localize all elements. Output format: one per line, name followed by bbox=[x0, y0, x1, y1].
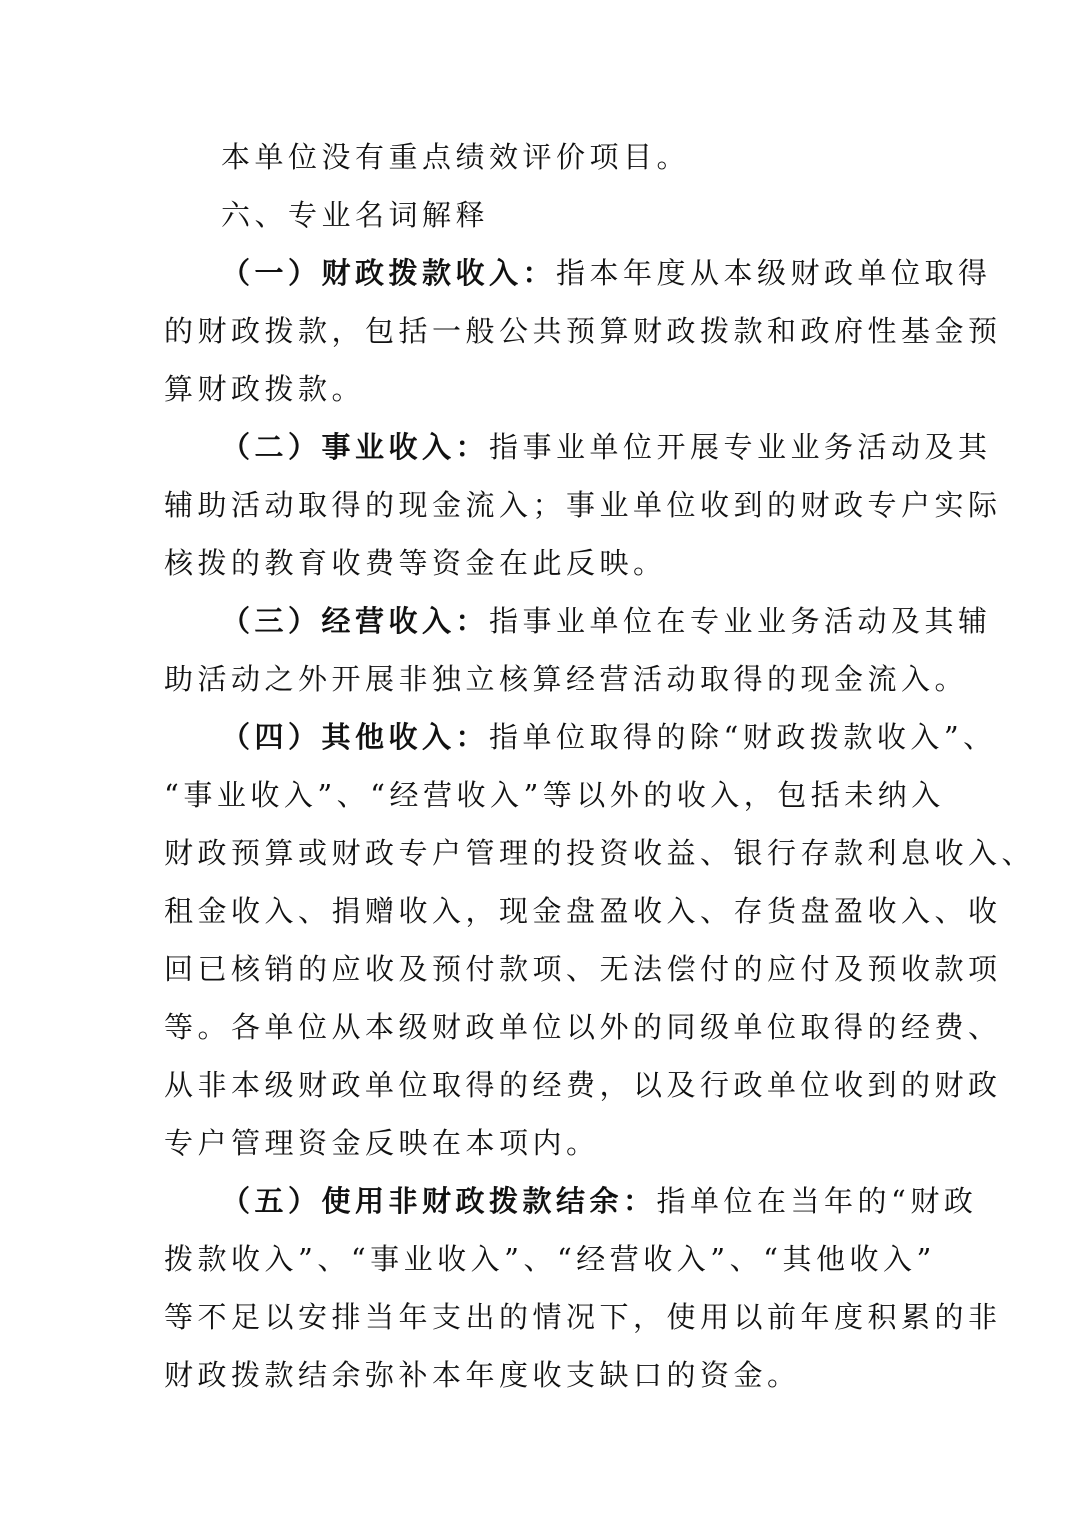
definition-text-line: 专户管理资金反映在本项内。 bbox=[164, 1126, 600, 1160]
definition-text-line: 从非本级财政单位取得的经费，以及行政单位收到的财政 bbox=[164, 1068, 1002, 1102]
definition-text: 指单位取得的除“财政拨款收入”、 bbox=[489, 720, 997, 754]
definition-text-line: 租金收入、捐赠收入，现金盘盈收入、存货盘盈收入、收 bbox=[164, 894, 1002, 928]
document-body bbox=[164, 128, 1036, 1404]
definition-text-line: 核拨的教育收费等资金在此反映。 bbox=[164, 546, 667, 580]
term-label: （一）财政拨款收入： bbox=[221, 256, 557, 290]
definition-text-line: 拨款收入”、“事业收入”、“经营收入”、“其他收入” bbox=[164, 1242, 936, 1276]
term-label: （五）使用非财政拨款结余： bbox=[221, 1184, 657, 1218]
definition-text-line: 财政拨款结余弥补本年度收支缺口的资金。 bbox=[164, 1358, 801, 1392]
term-label: （四）其他收入： bbox=[221, 720, 490, 754]
definition-non-financial-balance-usage bbox=[164, 1172, 978, 1230]
definition-text: 指单位在当年的“财政 bbox=[656, 1184, 978, 1218]
definition-text: 指本年度从本级财政单位取得 bbox=[556, 256, 992, 290]
definition-text-line: 等不足以安排当年支出的情况下，使用以前年度积累的非 bbox=[164, 1300, 1002, 1334]
definition-business-income bbox=[164, 418, 992, 476]
definition-text-line: 助活动之外开展非独立核算经营活动取得的现金流入。 bbox=[164, 662, 969, 696]
definition-text-line: 回已核销的应收及预付款项、无法偿付的应付及预收款项 bbox=[164, 952, 1002, 986]
definition-operating-income bbox=[164, 592, 992, 650]
definition-text-line: 等。各单位从本级财政单位以外的同级单位取得的经费、 bbox=[164, 1010, 1002, 1044]
definition-other-income bbox=[164, 708, 997, 766]
definition-text-line: 财政预算或财政专户管理的投资收益、银行存款利息收入、 bbox=[164, 836, 1036, 870]
definition-text: 指事业单位开展专业业务活动及其 bbox=[489, 430, 992, 464]
intro-paragraph: 本单位没有重点绩效评价项目。 bbox=[221, 140, 691, 174]
definition-text-line: 的财政拨款，包括一般公共预算财政拨款和政府性基金预 bbox=[164, 314, 1002, 348]
section-heading: 六、专业名词解释 bbox=[221, 198, 490, 232]
definition-financial-appropriation-income bbox=[164, 244, 992, 302]
definition-text-line: 算财政拨款。 bbox=[164, 372, 366, 406]
definition-text: 指事业单位在专业业务活动及其辅 bbox=[489, 604, 992, 638]
term-label: （二）事业收入： bbox=[221, 430, 490, 464]
term-label: （三）经营收入： bbox=[221, 604, 490, 638]
definition-text-line: 辅助活动取得的现金流入；事业单位收到的财政专户实际 bbox=[164, 488, 1002, 522]
definition-text-line: “事业收入”、“经营收入”等以外的收入，包括未纳入 bbox=[164, 778, 945, 812]
